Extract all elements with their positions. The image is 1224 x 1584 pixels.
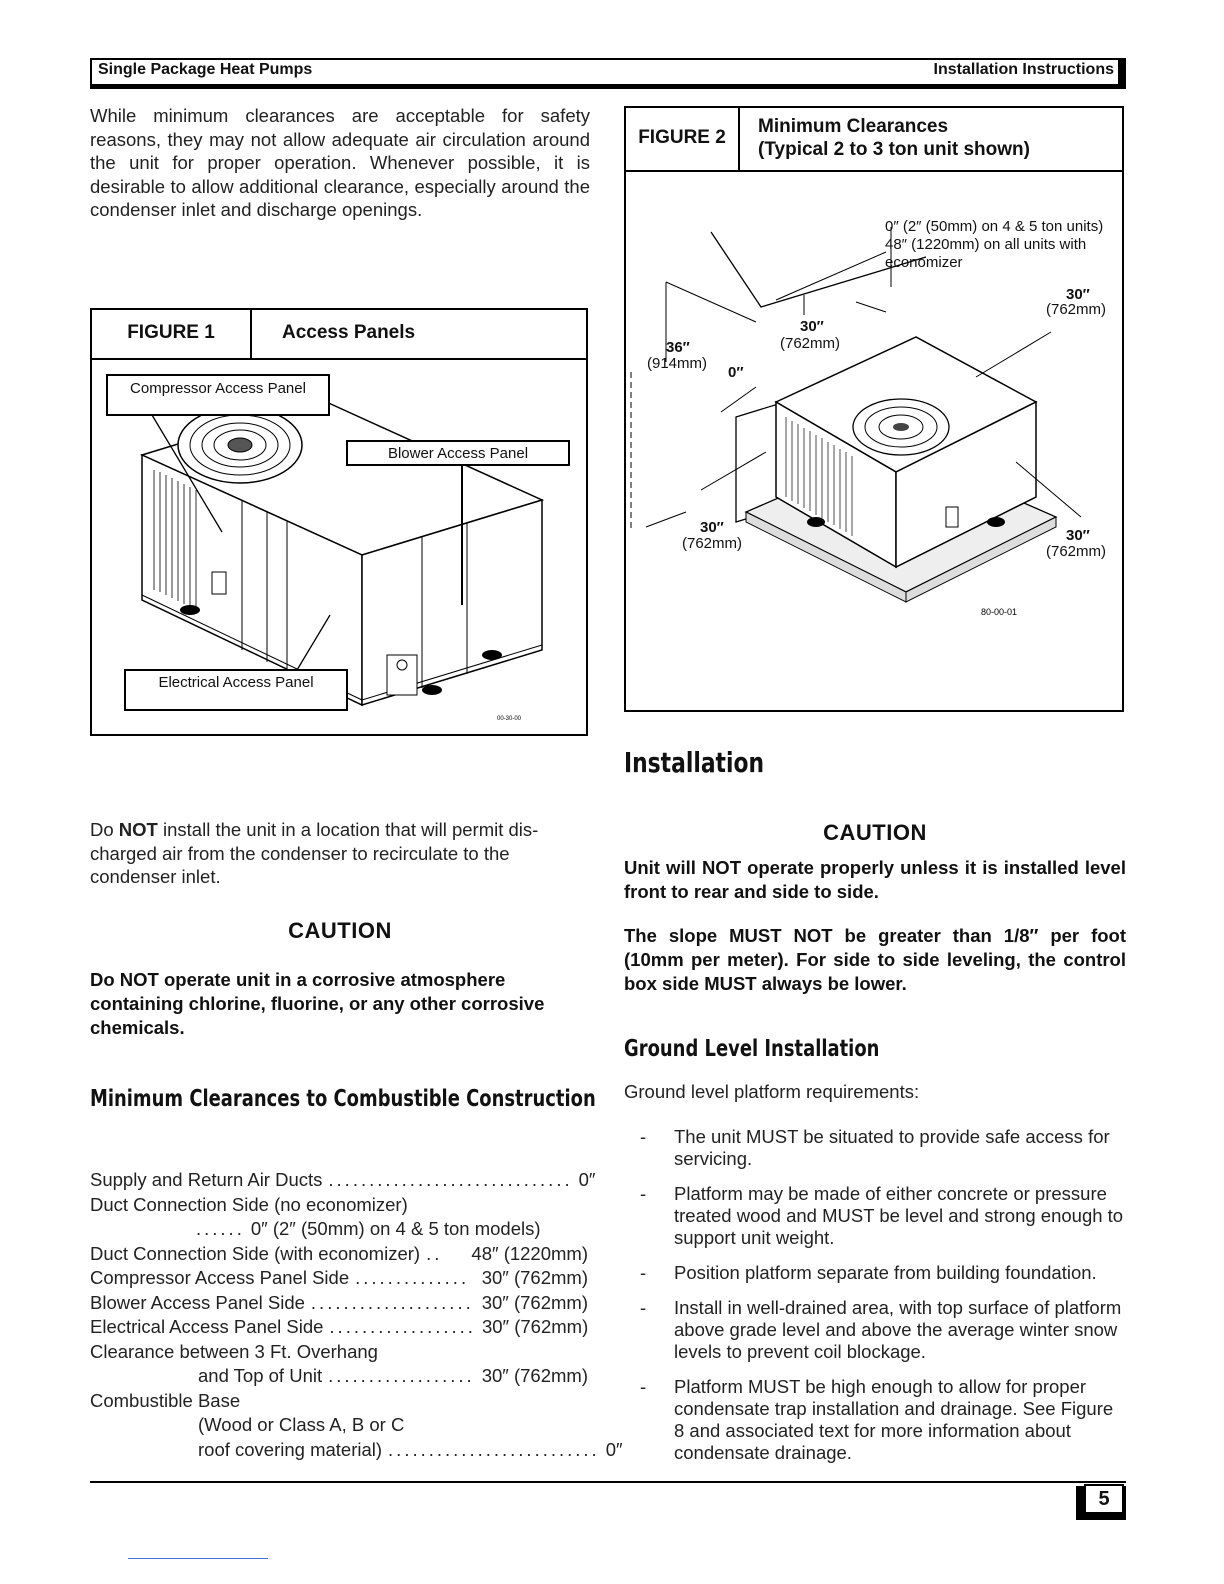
bullet-text-3: Position platform separate from building foundation. — [674, 1262, 1097, 1283]
clear-r4-label: Duct Connection Side (with economizer) — [90, 1242, 421, 1264]
para-not: NOT — [118, 819, 158, 840]
figure1-title-divider — [250, 308, 252, 360]
figure2-label: FIGURE 2 — [638, 127, 726, 148]
blower-access-callout: Blower Access Panel — [346, 440, 570, 466]
fig2-dim-36: 36″ — [666, 339, 690, 356]
para-lead: Do — [90, 819, 114, 840]
fig2-dim-30mm-bottom-left: (762mm) — [682, 535, 743, 552]
figure1-title: Access Panels — [282, 322, 416, 343]
clear-r12-val: 0″ — [605, 1438, 623, 1460]
figure1-label: FIGURE 1 — [127, 322, 215, 343]
header-left-title: Single Package Heat Pumps — [98, 61, 313, 78]
fig2-top-note-2: 48″ (1220mm) on all units with — [885, 236, 1087, 253]
fig2-dim-30-bottom-right: 30″ — [1066, 527, 1090, 544]
clear-r11-label: (Wood or Class A, B or C — [198, 1414, 405, 1435]
list-item: - Install in well-drained area, with top surface of platform above grade level and above the average winter snow levels to prevent coil blockage. — [640, 1297, 1122, 1362]
figure2-code: 80-00-01 — [981, 607, 1018, 617]
ground-intro: Ground level platform requirements: — [624, 1081, 920, 1102]
clear-r9-val: 30″ (762mm) — [481, 1365, 588, 1386]
clear-r7-label: Electrical Access Panel Side — [90, 1316, 324, 1337]
fig2-dim-36mm: (914mm) — [647, 355, 708, 372]
bullet-text-5: Platform MUST be high enough to allow for proper condensate trap installation and drainage. See Figure 8 and associated text for more information about condensate drainage. — [674, 1376, 1114, 1463]
bullet-text-2: Platform may be made of either concrete or pressure treated wood and MUST be level and strong enough to support unit weight. — [674, 1183, 1124, 1248]
clearances-list: Supply and Return Air Ducts .............................. 0″ Duct Connection Side (no economizer) ...... 0″ (2″ (50mm) on 4 & 5 ton models) Duct Connection Side (with economizer) .. 48″ (1220mm) Compressor Access Panel Side .............. 30″ (762mm) Blower Access Panel Side .................... 30″ (762mm) Electrical Access Panel Side .................. 30″ (762mm) Clearance between 3 Ft. Overhang and Top of Unit .................. 30″ (762mm) Combustible Base (Wood or Class A, B or C roof covering material) .......................... 0″ — [90, 1168, 588, 1462]
figure2-title-line2: (Typical 2 to 3 ton unit shown) — [758, 139, 1030, 160]
para-continuation: charged air from the condenser to recirculate to the condenser inlet. — [90, 842, 510, 887]
list-item: - Platform MUST be high enough to allow for proper condensate trap installation and drainage. See Figure 8 and associated text for more information about condensate drainage. — [640, 1376, 1114, 1463]
clear-r10-label: Combustible Base — [90, 1389, 241, 1411]
header-right-bar — [1120, 58, 1126, 89]
fig2-dim-0: 0″ — [728, 364, 744, 381]
ground-level-heading: Ground Level Installation — [624, 1036, 880, 1062]
caution-right-title: CAUTION — [823, 820, 927, 845]
list-item: - The unit MUST be situated to provide safe access for servicing. — [640, 1126, 1110, 1169]
intro-paragraph: While minimum clearances are acceptable for safety reasons, they may not allow adequate air circulation around the unit for proper operation. Whenever possible, it is desirable to allow additional clearance, especially around the condenser inlet and discharge openings. — [90, 105, 590, 220]
header-rule — [90, 84, 1126, 89]
bullet-text-4: Install in well-drained area, with top surface of platform above grade level and above the average winter snow levels to prevent coil blockage. — [674, 1297, 1122, 1362]
fig2-dim-30-bottom-left: 30″ — [700, 519, 724, 536]
bullet-text-1: The unit MUST be situated to provide safe access for servicing. — [674, 1126, 1110, 1169]
para-rest: install the unit in a location that will permit dis- — [163, 819, 539, 840]
recirculate-paragraph — [90, 818, 590, 889]
figure2-title-divider — [738, 106, 740, 172]
clear-r3-val: 0″ (2″ (50mm) on 4 & 5 ton models) — [250, 1218, 541, 1239]
clear-r9-label: and Top of Unit — [198, 1365, 323, 1386]
fig2-top-note-1: 0″ (2″ (50mm) on 4 & 5 ton units) — [885, 218, 1104, 235]
clear-r2-label: Duct Connection Side (no economizer) — [90, 1193, 408, 1215]
caution-right-p1: Unit will NOT operate properly unless it is installed level front to rear and side to side. — [624, 857, 1126, 902]
clear-r5-val: 30″ (762mm) — [481, 1267, 588, 1288]
fig2-dim-30mm-top: (762mm) — [780, 335, 841, 352]
bottom-link-rule — [128, 1558, 268, 1559]
header-right-title: Installation Instructions — [933, 61, 1114, 78]
page-number: 5 — [1084, 1484, 1124, 1514]
clear-r6-label: Blower Access Panel Side — [90, 1291, 305, 1313]
clear-r4-val: 48″ (1220mm) — [471, 1242, 588, 1264]
fig2-dim-30mm-bottom-right: (762mm) — [1046, 543, 1107, 560]
clear-r1-label: Supply and Return Air Ducts — [90, 1169, 323, 1190]
installation-heading: Installation — [624, 746, 765, 779]
list-item: - Position platform separate from building foundation. — [640, 1262, 1097, 1283]
caution-left-title: CAUTION — [288, 918, 392, 943]
caution-left-text: Do NOT operate unit in a corrosive atmosphere containing chlorine, fluorine, or any other corrosive chemicals. — [90, 969, 545, 1038]
clear-r8-label: Clearance between 3 Ft. Overhang — [90, 1340, 378, 1362]
figure2-title-line1: Minimum Clearances — [758, 116, 949, 137]
list-item: - Platform may be made of either concrete or pressure treated wood and MUST be level and strong enough to support unit weight. — [640, 1183, 1124, 1248]
figure1-code: 00-30-00 — [497, 716, 522, 722]
fig2-dim-30-top-right: 30″ — [1066, 286, 1090, 303]
clear-r7-val: 30″ (762mm) — [481, 1316, 589, 1337]
clear-r12-label: roof covering material) — [198, 1438, 383, 1460]
electrical-access-callout: Electrical Access Panel — [124, 669, 348, 711]
caution-right-p2: The slope MUST NOT be greater than 1/8″ per foot (10mm per meter). For side to side leveling, the control box side MUST always be lower. — [624, 925, 1126, 994]
footer-rule — [90, 1481, 1126, 1483]
clear-r1-val: 0″ — [578, 1169, 596, 1190]
clear-r6-val: 30″ (762mm) — [481, 1291, 588, 1313]
fig2-dim-30-top: 30″ — [800, 318, 824, 335]
fig2-dim-30mm-top-right: (762mm) — [1046, 301, 1107, 318]
platform-requirements-list — [624, 1126, 1126, 1477]
fig2-top-note-3: economizer — [885, 254, 963, 271]
min-clearances-heading: Minimum Clearances to Combustible Construction — [90, 1086, 596, 1112]
clear-r5-label: Compressor Access Panel Side — [90, 1267, 350, 1288]
compressor-access-callout: Compressor Access Panel — [106, 374, 330, 416]
